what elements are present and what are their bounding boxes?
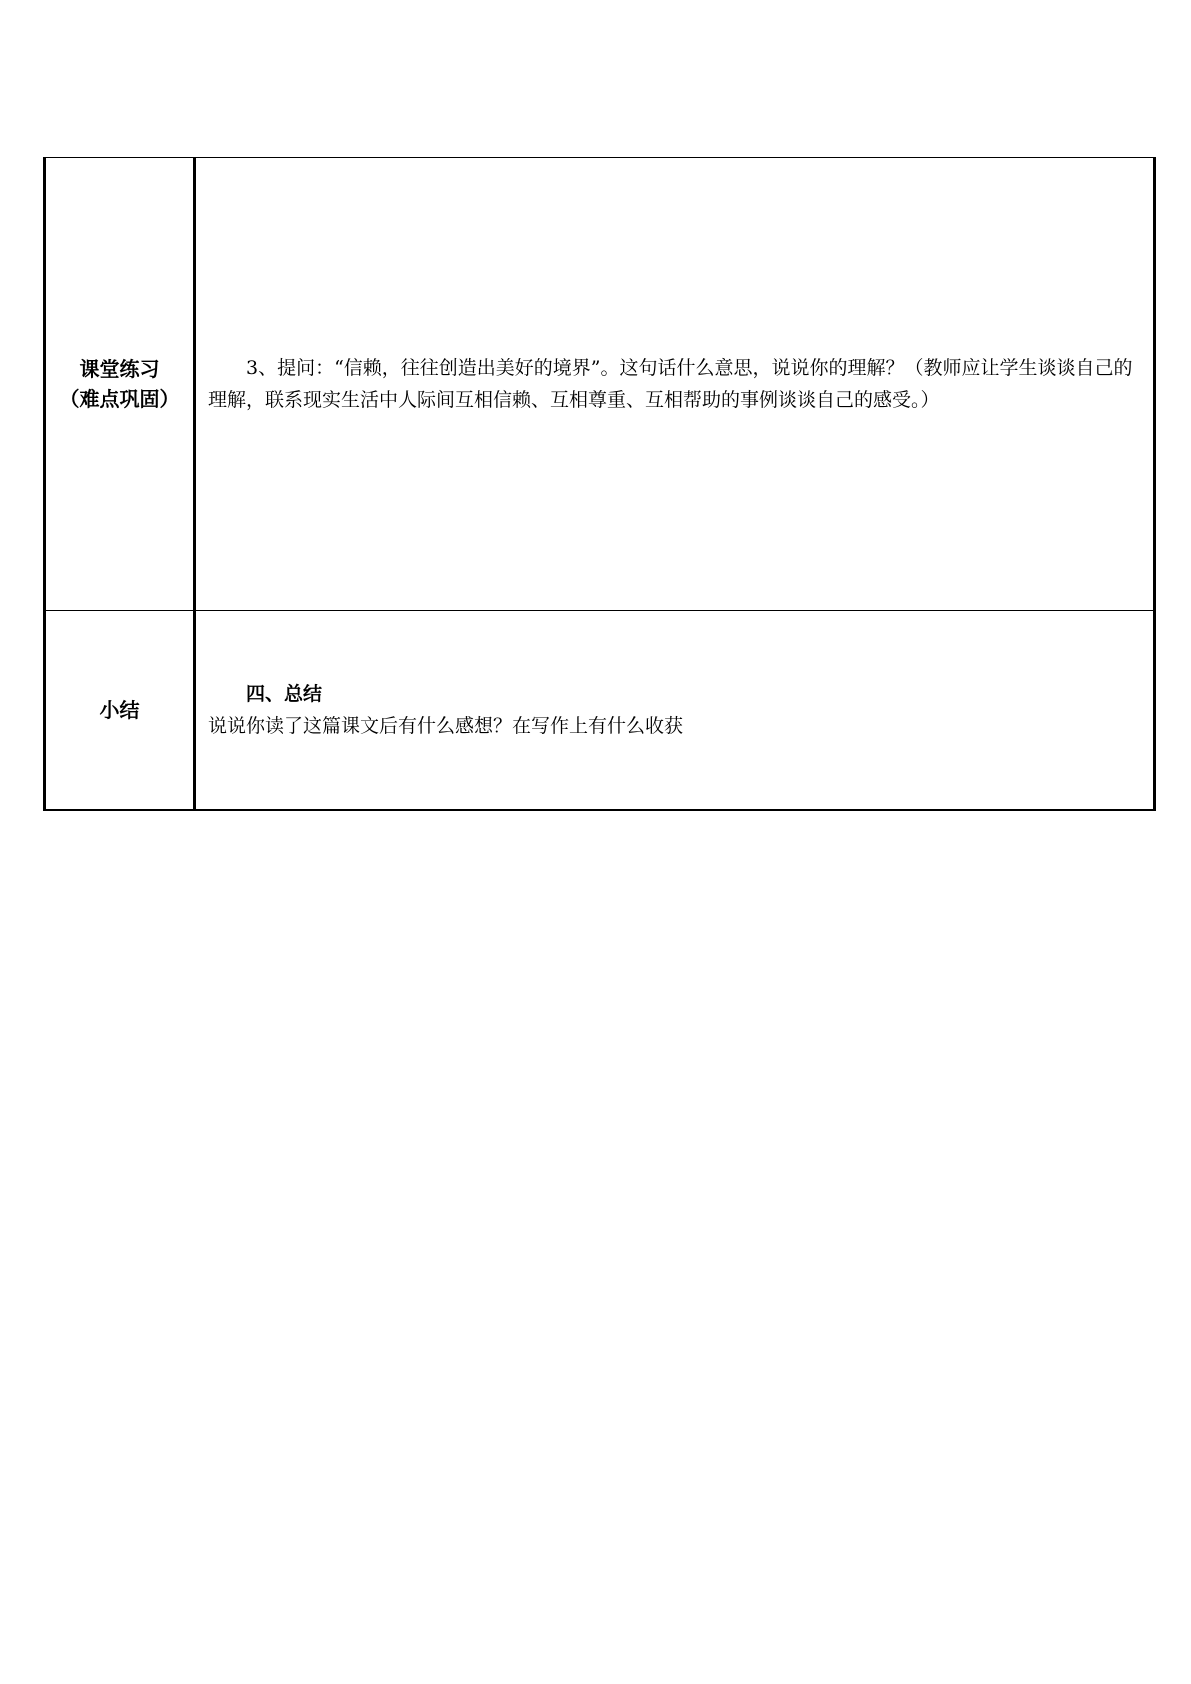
practice-question-text: 3、提问：“信赖，往往创造出美好的境界”。这句话什么意思，说说你的理解？（教师应让学生谈谈自己的理解，联系现实生活中人际间互相信赖、互相尊重、互相帮助的事例谈谈自己的感受。） xyxy=(208,357,1133,411)
row-label-summary xyxy=(45,611,195,811)
row-label-title: 课堂练习 xyxy=(79,357,160,381)
row-label-subtitle: （难点巩固） xyxy=(59,387,180,411)
row-content-summary xyxy=(195,611,1155,811)
lesson-plan-table xyxy=(43,157,1156,811)
summary-heading: 四、总结 xyxy=(246,683,323,705)
summary-text: 说说你读了这篇课文后有什么感想？在写作上有什么收获 xyxy=(208,715,684,737)
table-row-classroom-practice xyxy=(45,158,1155,611)
table-row-summary xyxy=(45,611,1155,811)
row-label-title: 小结 xyxy=(99,698,140,722)
row-label-classroom-practice xyxy=(45,158,195,611)
row-content-classroom-practice xyxy=(195,158,1155,611)
